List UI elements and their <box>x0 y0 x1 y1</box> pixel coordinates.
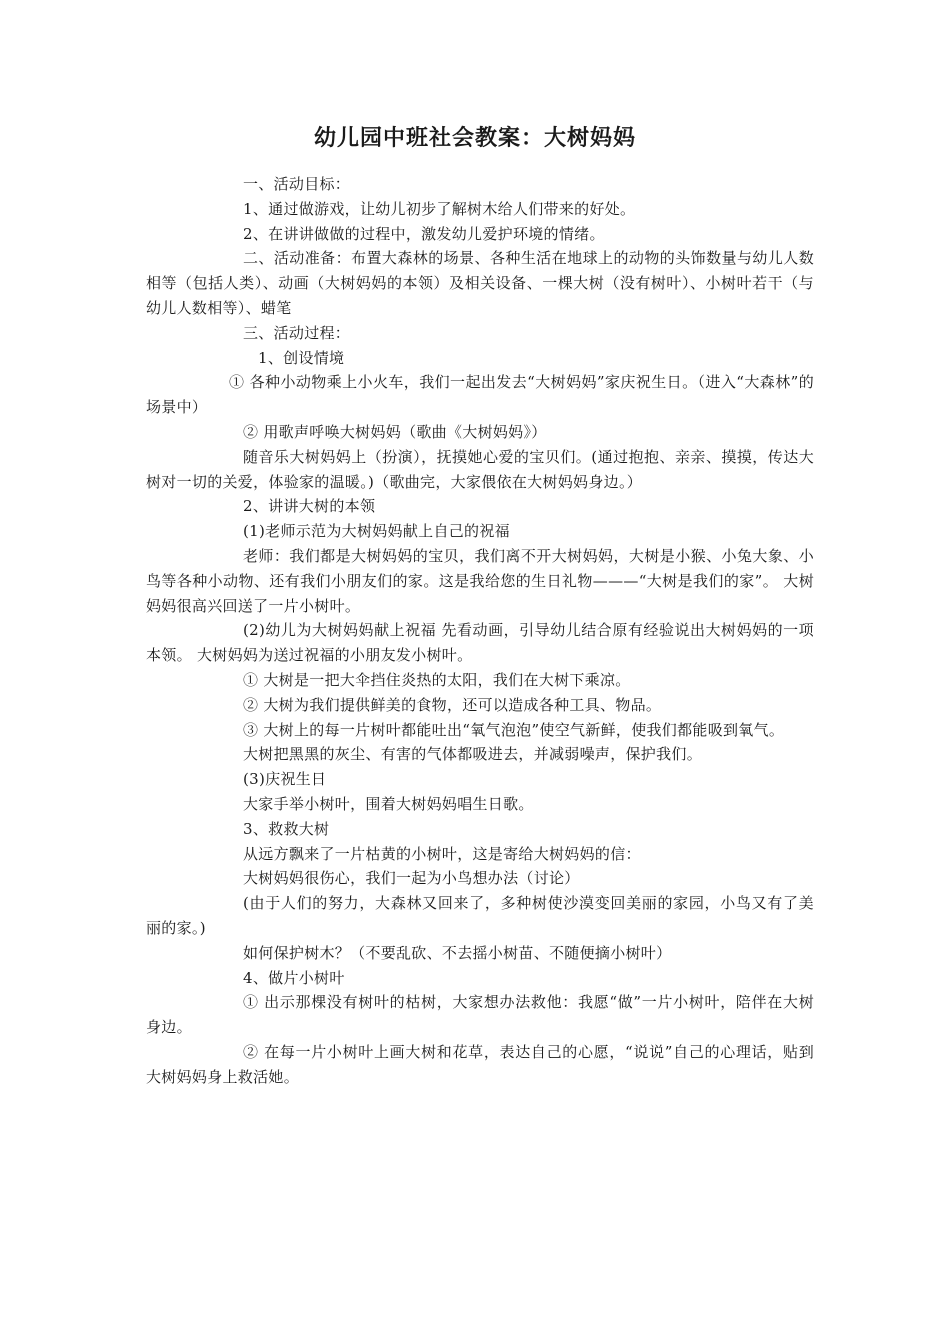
paragraph: 1、通过做游戏，让幼儿初步了解树木给人们带来的好处。 <box>243 199 636 218</box>
paragraph: ② 用歌声呼唤大树妈妈（歌曲《大树妈妈》） <box>243 422 547 441</box>
paragraph: 2、在讲讲做做的过程中，激发幼儿爱护环境的情绪。 <box>243 224 605 243</box>
paragraph: 一、活动目标： <box>243 175 351 193</box>
paragraph: ② 大树为我们提供鲜美的食物，还可以造成各种工具、物品。 <box>243 695 662 714</box>
paragraph: 2、讲讲大树的本领 <box>243 497 376 516</box>
paragraph: ① 各种小动物乘上小火车，我们一起出发去“大树妈妈”家庆祝生日。（进入“大森林”的场景中） <box>146 373 814 417</box>
paragraph: (由于人们的努力，大森林又回来了，多种树使沙漠变回美丽的家园，小鸟又有了美丽的家。) <box>146 894 814 937</box>
paragraph: 二、活动准备：布置大森林的场景、各种生活在地球上的动物的头饰数量与幼儿人数相等（包括人类）、动画（大树妈妈的本领）及相关设备、一棵大树（没有树叶）、小树叶若干（与幼儿人数相等）、蜡笔 <box>146 249 814 317</box>
paragraph: ② 在每一片小树叶上画大树和花草，表达自己的心愿，“说说”自己的心理话，贴到大树妈妈身上救活她。 <box>146 1042 814 1086</box>
paragraph: 大家手举小树叶，围着大树妈妈唱生日歌。 <box>243 794 534 813</box>
paragraph: ① 大树是一把大伞挡住炎热的太阳，我们在大树下乘凉。 <box>243 670 631 689</box>
paragraph: 大树把黑黑的灰尘、有害的气体都吸进去，并减弱噪声，保护我们。 <box>243 745 703 764</box>
paragraph: 4、做片小树叶 <box>243 968 345 987</box>
document-body <box>146 172 814 1089</box>
paragraph: 三、活动过程： <box>243 323 351 342</box>
paragraph: 3、救救大树 <box>243 819 330 838</box>
paragraph: 大树妈妈很伤心，我们一起为小鸟想办法（讨论） <box>243 869 580 888</box>
paragraph: 随音乐大树妈妈上（扮演），抚摸她心爱的宝贝们。(通过抱抱、亲亲、摸摸，传达大树对一切的关爱，体验家的温暖。)（歌曲完，大家偎依在大树妈妈身边。） <box>146 447 814 491</box>
document-title: 幼儿园中班社会教案：大树妈妈 <box>313 126 636 151</box>
paragraph: (2)幼儿为大树妈妈献上祝福 先看动画，引导幼儿结合原有经验说出大树妈妈的一项本领。 大树妈妈为送过祝福的小朋友发小树叶。 <box>146 621 814 665</box>
paragraph: 从远方飘来了一片枯黄的小树叶，这是寄给大树妈妈的信： <box>243 844 641 863</box>
paragraph: 1、创设情境 <box>258 348 345 367</box>
paragraph: (3)庆祝生日 <box>243 770 327 789</box>
paragraph: 如何保护树木？（不要乱砍、不去摇小树苗、不随便摘小树叶） <box>243 943 672 962</box>
paragraph: (1)老师示范为大树妈妈献上自己的祝福 <box>243 522 510 541</box>
paragraph: ③ 大树上的每一片树叶都能吐出“氧气泡泡”使空气新鲜，使我们都能吸到氧气。 <box>243 720 785 739</box>
paragraph: 老师：我们都是大树妈妈的宝贝，我们离不开大树妈妈，大树是小猴、小兔大象、小鸟等各种小动物、还有我们小朋友们的家。这是我给您的生日礼物———“大树是我们的家”。 大树妈妈很高兴回送了一片小树叶。 <box>146 546 814 615</box>
paragraph: ① 出示那棵没有树叶的枯树，大家想办法救他：我愿“做”一片小树叶，陪伴在大树身边。 <box>146 993 814 1037</box>
